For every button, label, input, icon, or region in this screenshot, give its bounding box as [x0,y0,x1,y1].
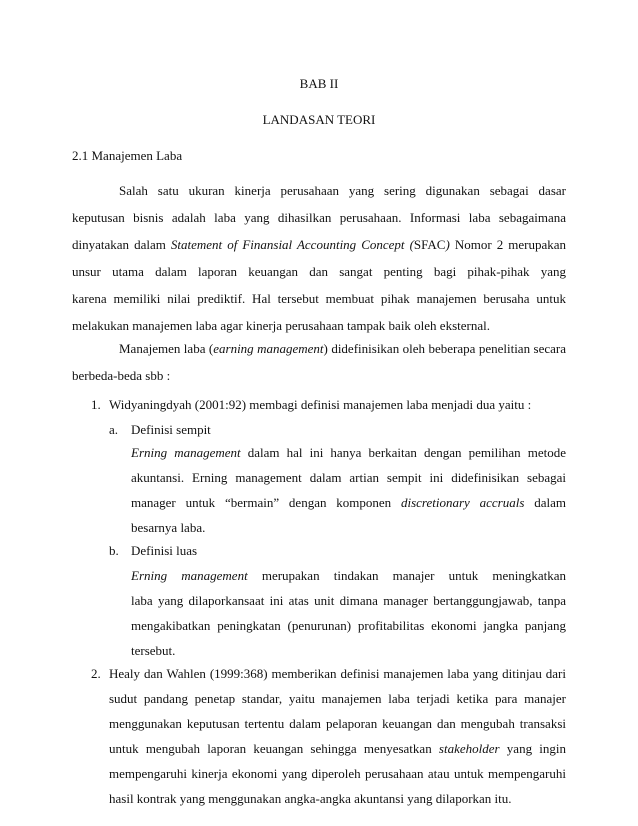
item1a-line-1-b: dalam hal ini hanya berkaitan dengan pemilihan metode [247,445,566,460]
para1-line-5: karena memiliki nilai prediktif. Hal tersebut membuat pihak manajemen berusaha untuk [72,291,566,306]
item1b-line-1 [131,568,566,584]
para2-line-1-a: Manajemen laba ( [119,341,214,356]
item1b-title: Definisi luas [131,543,198,558]
para2-line-1 [119,341,566,357]
item1a-line-2: akuntansi. Erning management dalam artian sempit ini didefinisikan sebagai [131,470,566,485]
item2-line-6: hasil kontrak yang menggunakan angka-angka akuntansi yang dilaporkan itu. [109,791,512,806]
item1b-label: b. [109,543,119,558]
section-heading: 2.1 Manajemen Laba [72,148,183,163]
item2-line-4 [109,741,566,757]
item1b-line-2: laba yang dilaporkansaat ini atas unit dimana manager bertanggungjawab, tanpa [131,593,566,608]
item2-line-4-b: stakeholder [438,741,500,756]
para1-line-3-a: dinyatakan dalam [72,237,166,252]
para1-line-3-b: Statement of Finansial Accounting Concept ( [170,237,414,252]
chapter-label: BAB II [299,76,339,91]
item1-text: Widyaningdyah (2001:92) membagi definisi manajemen laba menjadi dua yaitu : [109,397,532,412]
item1a-title: Definisi sempit [131,422,211,437]
item2-number: 2. [91,666,101,681]
item1a-line-1 [131,445,566,461]
para1-line-1: Salah satu ukuran kinerja perusahaan yang sering digunakan sebagai dasar [119,183,566,198]
item2-line-2: sudut pandang penetap standar, yaitu manajemen laba terjadi ketika para manajer [109,691,566,706]
item1a-line-3-c: dalam [534,495,566,510]
para1-line-6: melakukan manajemen laba agar kinerja perusahaan tampak baik oleh eksternal. [72,318,490,333]
chapter-title: LANDASAN TEORI [262,112,376,127]
item1a-label: a. [109,422,119,437]
para1-line-3-d: ) [445,237,450,252]
para2-line-1-b: earning management [213,341,324,356]
item2-line-4-c: yang ingin [506,741,566,756]
para1-line-4: unsur utama dalam laporan keuangan dan sangat penting bagi pihak-pihak yang [72,264,566,279]
item2-line-3: menggunakan keputusan tertentu dalam pelaporan keuangan dan mengubah transaksi [109,716,566,731]
item1-number: 1. [91,397,101,412]
item1b-line-3: mengakibatkan peningkatan (penurunan) profitabilitas ekonomi jangka panjang [131,618,566,633]
item1b-line-1-b: merupakan tindakan manajer untuk meningkatkan [261,568,566,583]
item2-line-4-a: untuk mengubah laporan keuangan sehingga menyesatkan [109,741,432,756]
item1a-line-3 [131,495,566,511]
para2-line-1-c: ) didefinisikan oleh beberapa penelitian secara [323,341,566,356]
item1b-line-4: tersebut. [131,643,176,658]
para1-line-3-c: SFAC [413,237,446,252]
item1a-line-4: besarnya laba. [131,520,206,535]
para1-line-3 [72,237,566,253]
item2-line-1: Healy dan Wahlen (1999:368) memberikan definisi manajemen laba yang ditinjau dari [109,666,566,681]
item1a-line-3-b: discretionary accruals [400,495,525,510]
para1-line-2: keputusan bisnis adalah laba yang dihasilkan perusahaan. Informasi laba sebagaimana [72,210,566,225]
item1a-line-3-a: manager untuk “bermain” dengan komponen [131,495,392,510]
item1b-line-1-a: Erning management [131,568,248,583]
para2-line-2: berbeda-beda sbb : [72,368,171,383]
item2-line-5: mempengaruhi kinerja ekonomi yang diperoleh perusahaan atau untuk mempengaruhi [109,766,566,781]
item1a-line-1-a: Erning management [131,445,241,460]
para1-line-3-e: Nomor 2 merupakan [454,237,566,252]
